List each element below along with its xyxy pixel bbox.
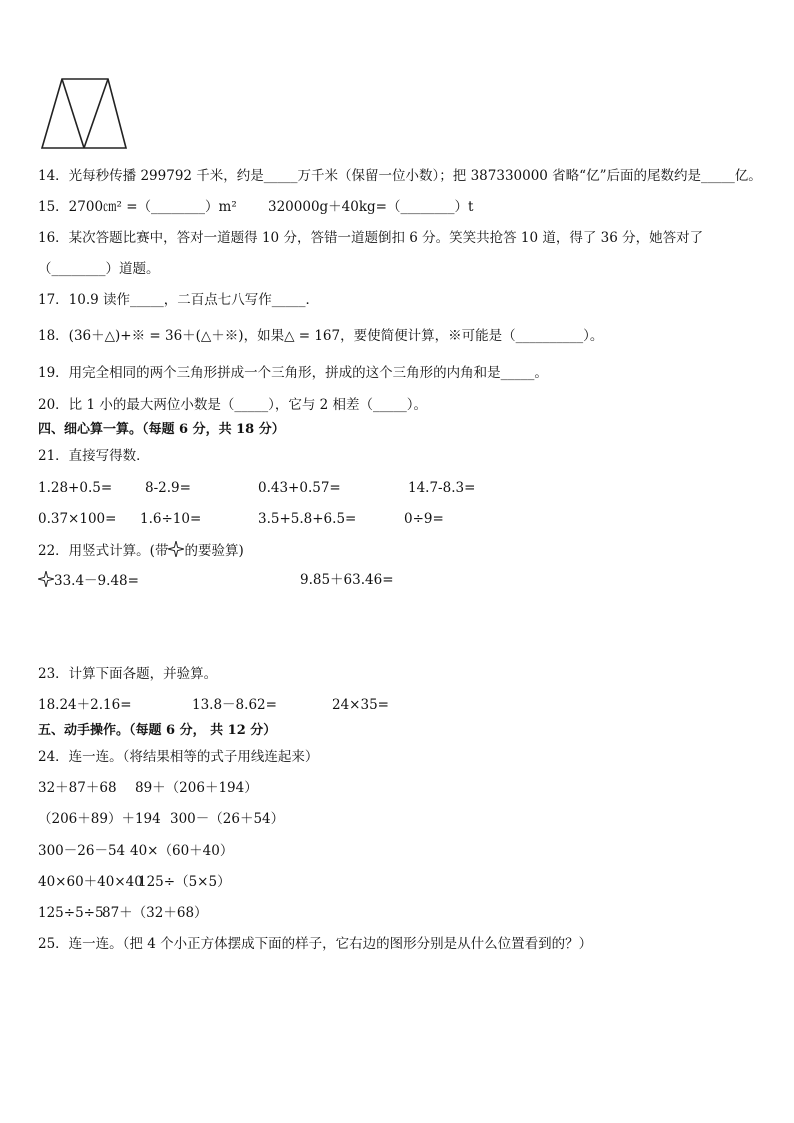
question-19: 19．用完全相同的两个三角形拼成一个三角形，拼成的这个三角形的内角和是_____。 xyxy=(38,365,548,381)
q21-item: 0.43+0.57= xyxy=(258,480,341,496)
section-5-heading: 五、动手操作。（每题 6 分， 共 12 分） xyxy=(38,723,277,738)
star-icon xyxy=(168,541,184,562)
q22-title-pre: 22．用竖式计算。(带 xyxy=(38,543,169,559)
q24-right-expr: 125÷（5×5） xyxy=(138,874,231,890)
q22-title-post: 的要验算) xyxy=(184,543,244,559)
q21-item: 0÷9= xyxy=(404,511,444,527)
q21-item: 14.7-8.3= xyxy=(408,480,476,496)
question-21-title: 21．直接写得数． xyxy=(38,448,150,464)
q24-right-expr: 87＋（32＋68） xyxy=(102,905,208,921)
question-16-line2: （________）道题。 xyxy=(38,261,160,277)
question-25: 25．连一连。（把 4 个小正方体摆成下面的样子，它右边的图形分别是从什么位置看到的？） xyxy=(38,936,593,952)
question-22-title xyxy=(38,541,244,562)
q23-item: 13.8－8.62= xyxy=(192,697,277,713)
q23-item: 18.24＋2.16= xyxy=(38,697,132,713)
section-4-heading: 四、细心算一算。（每题 6 分，共 18 分） xyxy=(38,422,285,437)
question-14: 14．光每秒传播 299792 千米，约是_____万千米（保留一位小数）；把 387330000 省略“亿”后面的尾数约是_____亿。 xyxy=(38,168,762,184)
question-23-title: 23．计算下面各题，并验算。 xyxy=(38,666,218,682)
question-17: 17．10.9 读作_____，二百点七八写作_____． xyxy=(38,292,320,308)
question-22-right: 9.85＋63.46= xyxy=(300,572,394,588)
question-18: 18．(36＋△)+※ = 36＋(△＋※)，如果△ = 167，要使简便计算，※可能是（__________）。 xyxy=(38,328,604,344)
star-icon xyxy=(38,571,54,592)
trapezoid-figure xyxy=(38,76,130,158)
question-16-line1: 16．某次答题比赛中，答对一道题得 10 分，答错一道题倒扣 6 分。笑笑共抢答 10 道，得了 36 分，她答对了 xyxy=(38,230,704,246)
question-24-title: 24．连一连。（将结果相等的式子用线连起来） xyxy=(38,749,319,765)
q24-right-expr: 300－（26＋54） xyxy=(170,811,285,827)
q24-left-expr: 125÷5÷5 xyxy=(38,905,104,921)
q24-left-expr: 40×60＋40×40 xyxy=(38,874,143,890)
q24-left-expr: 32＋87＋68 xyxy=(38,780,117,796)
question-15-left: 15．2700㎝² =（________）m² xyxy=(38,199,237,215)
q21-item: 0.37×100= xyxy=(38,511,117,527)
q21-item: 1.28+0.5= xyxy=(38,480,113,496)
q24-right-expr: 89＋（206＋194） xyxy=(135,780,258,796)
q23-item: 24×35= xyxy=(332,697,389,713)
q24-left-expr: 300－26－54 xyxy=(38,843,126,859)
q21-item: 3.5+5.8+6.5= xyxy=(258,511,357,527)
q21-item: 1.6÷10= xyxy=(140,511,202,527)
question-20: 20．比 1 小的最大两位小数是（_____），它与 2 相差（_____）。 xyxy=(38,397,428,413)
q21-item: 8-2.9= xyxy=(145,480,191,496)
q22-left-expr: 33.4－9.48= xyxy=(54,573,139,589)
q24-right-expr: 40×（60＋40） xyxy=(130,843,234,859)
question-22-left xyxy=(38,571,139,592)
q24-left-expr: （206＋89）＋194 xyxy=(38,811,161,827)
question-15-right: 320000g＋40kg=（________）t xyxy=(268,199,474,215)
